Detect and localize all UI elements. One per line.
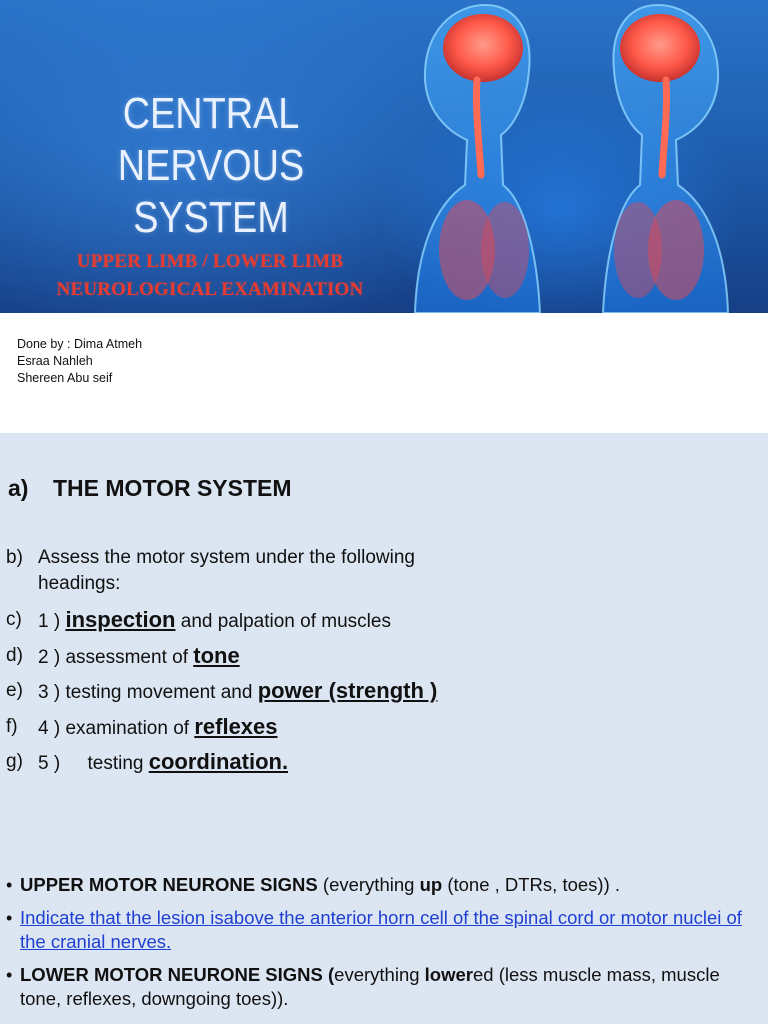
umn-up: up: [419, 874, 443, 895]
umn-text: (everything: [322, 874, 415, 895]
banner-subtitle: [40, 248, 380, 304]
slide-heading: [8, 475, 292, 502]
list-item-text: Assess the motor system under the following headings:: [38, 547, 416, 594]
list-item-text: testing: [87, 753, 144, 774]
bullet-lesion-link[interactable]: [4, 906, 766, 954]
author-line: Esraa Nahleh: [17, 354, 93, 368]
list-number: 3 ): [38, 682, 61, 703]
list-item-text: and palpation of muscles: [180, 611, 391, 632]
authors-block: [17, 336, 142, 387]
list-item-text: testing movement and: [65, 682, 253, 703]
list-number: 1 ): [38, 611, 61, 632]
assessment-list: [6, 545, 606, 785]
banner-title-line: CENTRAL: [122, 89, 300, 138]
list-number: 5 ): [38, 753, 61, 774]
list-item: [6, 749, 606, 785]
list-marker: c): [6, 609, 22, 630]
emphasis-coordination: coordination.: [148, 749, 289, 774]
list-marker: f): [6, 715, 18, 737]
banner-title: [112, 88, 310, 244]
bullet-dot: •: [6, 908, 13, 928]
motor-system-slide: [0, 433, 768, 1024]
banner-title-line: SYSTEM: [133, 193, 289, 242]
neurone-signs-list: [4, 873, 766, 1020]
bullet-umn-signs: [4, 873, 766, 897]
list-item: [6, 643, 606, 679]
list-item-text: examination of: [65, 717, 190, 739]
title-banner: [0, 0, 768, 313]
lesion-location-link[interactable]: Indicate that the lesion isabove the anterior horn cell of the spinal cord or motor nuclei of the cranial nerves.: [20, 907, 742, 952]
banner-subtitle-line: NEUROLOGICAL EXAMINATION: [56, 279, 364, 300]
heading-text: THE MOTOR SYSTEM: [53, 475, 292, 501]
lmn-text: everything: [334, 964, 420, 985]
list-number: 2 ): [38, 646, 61, 668]
bullet-dot: •: [6, 875, 13, 895]
list-number: 4 ): [38, 717, 61, 739]
list-item: [6, 545, 606, 607]
banner-subtitle-line: UPPER LIMB / LOWER LIMB: [76, 251, 344, 272]
umn-title: UPPER MOTOR NEURONE SIGNS: [20, 874, 318, 895]
list-marker: g): [6, 751, 23, 772]
list-item-text: assessment of: [65, 646, 188, 668]
list-marker: b): [6, 547, 23, 568]
lmn-lower: lower: [424, 964, 473, 985]
list-marker: d): [6, 644, 23, 666]
umn-text: (tone , DTRs, toes)) .: [447, 874, 621, 895]
list-item: [6, 607, 606, 643]
emphasis-tone: tone: [193, 642, 240, 668]
list-item: [6, 714, 606, 750]
lmn-title: LOWER MOTOR NEURONE SIGNS (: [20, 964, 335, 985]
human-figure-left-image: [405, 0, 545, 313]
list-item: [6, 678, 606, 714]
emphasis-power: power (strength ): [257, 678, 438, 703]
bullet-lmn-signs: [4, 963, 766, 1011]
banner-title-line: NERVOUS: [117, 141, 305, 190]
lmn-text: ed (less muscle mass, muscle tone, reflexes, downgoing toes)).: [20, 964, 720, 1009]
author-line: Shereen Abu seif: [17, 371, 113, 385]
heading-marker: a): [8, 475, 29, 501]
author-line: Done by : Dima Atmeh: [17, 337, 143, 351]
bullet-dot: •: [6, 965, 13, 985]
human-figure-right-image: [598, 0, 738, 313]
emphasis-reflexes: reflexes: [194, 713, 278, 739]
list-marker: e): [6, 680, 23, 701]
emphasis-inspection: inspection: [65, 607, 176, 632]
